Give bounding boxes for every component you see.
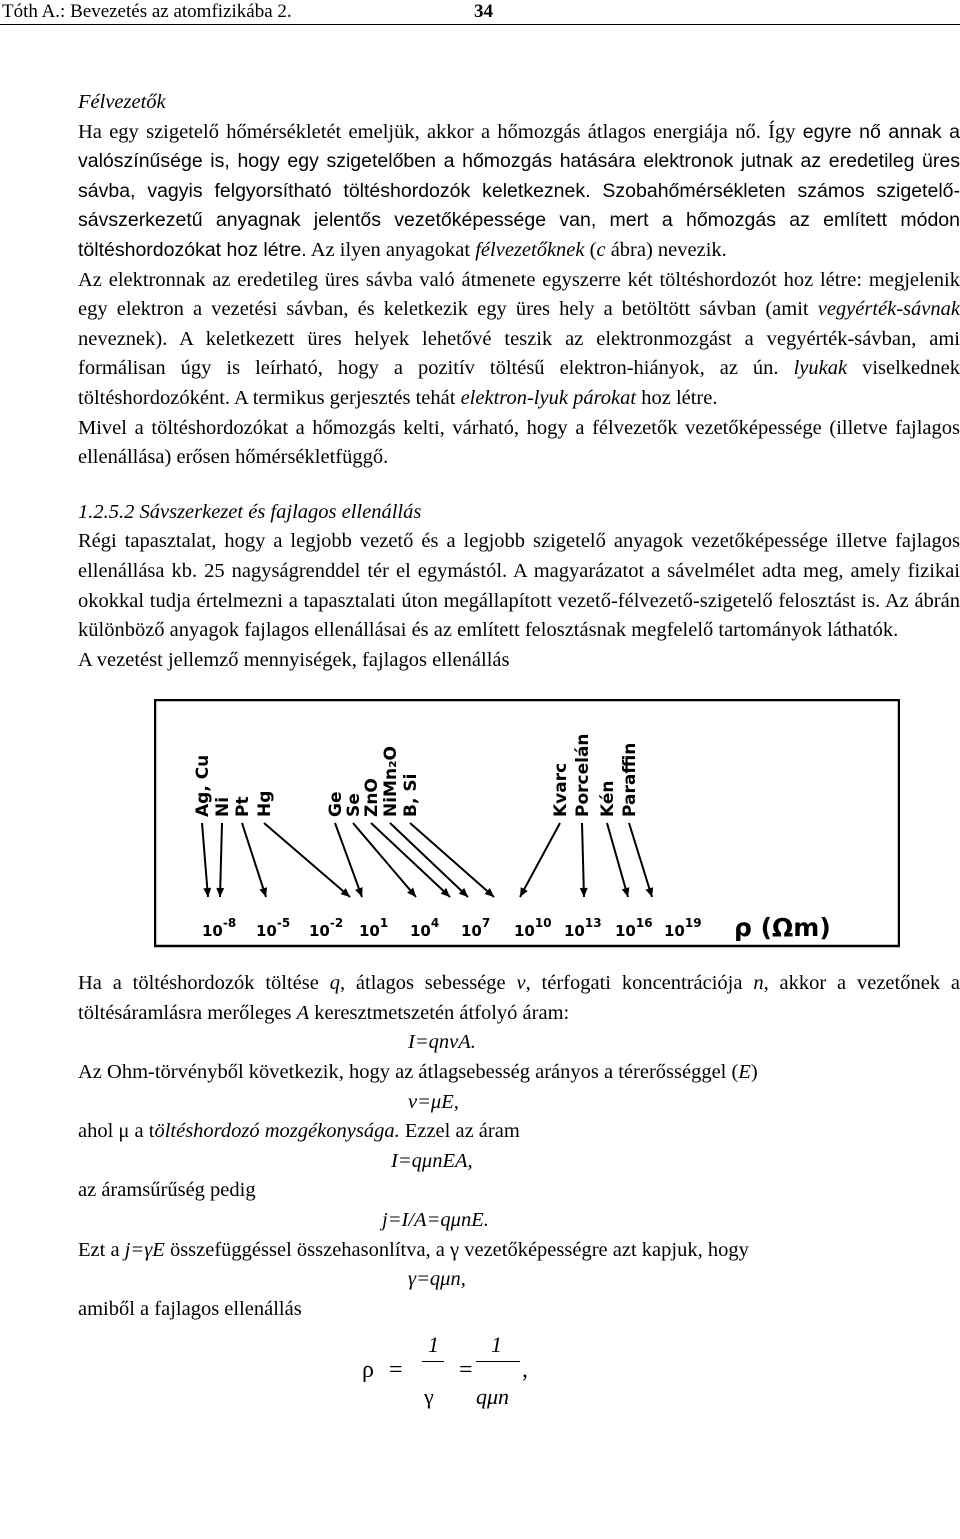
arrow-head (259, 887, 267, 897)
material-label: Kvarc (551, 763, 571, 818)
header-author: Tóth A.: Bevezetés az atomfizikába 2. (2, 1, 292, 22)
figure-tick-labels (202, 916, 702, 940)
var-n: n (753, 972, 764, 995)
paragraph-semiconductors (78, 118, 960, 266)
arrow-head (355, 887, 363, 897)
resistivity-figure-svg (154, 699, 900, 949)
page-header (0, 0, 960, 26)
material-label: Se (344, 793, 364, 818)
p8-b: Ezzel az áram (399, 1120, 520, 1143)
p1-pre: Az ilyen anyagokat (310, 238, 476, 261)
paragraph-band-structure: Régi tapasztalat, hogy a legjobb vezető és a legjobb szigetelő anyagok vezetőképessége illetve fajlagos ellenállása kb. 25 nagyságrenddel tér el egymástól. A magyarázatot a sávelmélet adta meg, amely fizikai okokkal tudja értelmezni a tapasztalati úton megállapított vezető-félvezető-szigetelő felosztást is. Az ábrán különböző anyagok fajlagos ellenállásai és az említett felosztásnak megfelelő tartományok láthatók. (78, 530, 960, 642)
tick-label-1: $10^{-5}$ (256, 916, 291, 941)
page-number: 34 (474, 1, 493, 22)
term-lyukak: lyukak (793, 357, 848, 380)
equation-inline-j: j=γE (124, 1238, 165, 1261)
material-arrow (629, 823, 652, 897)
material-arrow (607, 823, 628, 897)
p1-post: ábra) nevezik. (605, 238, 727, 261)
equation-velocity: v=μE, (408, 1090, 459, 1113)
tick-label-9: $10^{19}$ (664, 916, 702, 941)
eq-comma: , (522, 1357, 528, 1384)
material-label: Paraffin (620, 742, 640, 818)
tick-label-8: $10^{16}$ (615, 916, 653, 941)
figure-arrows (202, 823, 653, 897)
figure-materials (193, 734, 640, 818)
p2-d: hoz létre. (636, 386, 718, 409)
material-arrow (242, 823, 266, 897)
paragraph-conduction-quantities: A vezetést jellemző mennyiségek, fajlagos ellenállás (78, 648, 510, 671)
eq-equals-2: = (459, 1357, 473, 1384)
material-arrow (371, 823, 450, 897)
eq-num-2: 1 (491, 1332, 502, 1358)
tick-label-5: $10^7$ (461, 916, 491, 941)
term-elektron-lyuk-parok: elektron-lyuk párokat (460, 386, 637, 409)
term-mozgekonysag: öltéshordozó mozgékonysága. (154, 1120, 400, 1143)
material-label: NiMn₂O (381, 746, 401, 818)
equation-current: I=qnvA. (408, 1031, 476, 1054)
p7-b: ) (750, 1061, 758, 1084)
eq-equals-1: = (389, 1357, 403, 1384)
paragraph-current (78, 969, 960, 1028)
paragraph-resistivity: amiből a fajlagos ellenállás (78, 1297, 302, 1320)
term-felvezetok: félvezetőknek (475, 238, 585, 261)
material-label: ZnO (362, 778, 382, 818)
section-title: Félvezetők (78, 91, 166, 113)
p10-a: Ezt a (78, 1238, 125, 1261)
arrow-head (580, 888, 588, 897)
material-arrow (353, 823, 416, 897)
paragraph-compare (78, 1236, 960, 1266)
equation-current-density: j=I/A=qμnE. (382, 1209, 489, 1232)
material-label: Hg (255, 790, 275, 818)
p1-mid: ( (584, 238, 597, 261)
resistivity-figure (154, 699, 900, 949)
fraction-bar-2 (476, 1361, 520, 1362)
p2-a: Az elektronnak az eredetileg üres sávba való átmenete egyszerre két töltéshordozót hoz létre: megjelenik egy elektron a vezetési sávban, és keletkezik egy üres hely a betöltött sávban (amit (78, 268, 960, 321)
page-body (78, 88, 960, 1424)
material-arrow (390, 823, 468, 897)
tick-label-3: $10^1$ (359, 916, 389, 941)
eq-den-qmun: qμn (476, 1384, 510, 1410)
p2-b: neveznek). A keletkezett üres helyek lehetővé teszik az elektronmozgást a vegyérték-sávban, ami formálisan úgy is leírható, hogy a pozitív töltésű elektron-hiányok, az ún. (78, 327, 960, 380)
material-label: Ni (213, 797, 233, 818)
p7-a: Az Ohm-törvényből következik, hogy az átlagsebesség arányos a térerősséggel ( (78, 1061, 739, 1084)
arrow-head (203, 888, 211, 897)
equation-current-mobility: I=qμnEA, (391, 1149, 473, 1172)
p6-b: , átlagos sebessége (339, 972, 517, 995)
var-E: E (738, 1061, 751, 1084)
p6-c: , térfogati koncentrációja (525, 972, 754, 995)
figure-frame (155, 700, 899, 946)
paragraph-mobility (78, 1117, 960, 1147)
material-label: Kén (598, 780, 618, 818)
subsection-title: 1.2.5.2 Sávszerkezet és fajlagos ellenállás (78, 500, 422, 523)
term-vegyertek-savnak: vegyérték-sávnak (817, 298, 960, 321)
p6-d: , akkor a vezetőnek a töltésáramlásra merőleges (78, 972, 960, 1024)
equation-resistivity (78, 1324, 960, 1424)
p10-b: összefüggéssel összehasonlítva, a γ vezetőképességre azt kapjuk, hogy (164, 1238, 749, 1261)
eq-num-1: 1 (428, 1332, 439, 1358)
material-label: Porcelán (573, 733, 593, 818)
header-rule (0, 24, 960, 25)
tick-label-4: $10^4$ (410, 916, 440, 941)
material-arrow (335, 823, 362, 897)
fraction-bar-1 (422, 1361, 444, 1362)
tick-label-6: $10^{10}$ (514, 916, 552, 941)
p6-a: Ha a töltéshordozók töltése (78, 972, 330, 995)
arrow-head (216, 888, 224, 897)
material-label: B, Si (401, 773, 421, 818)
eq-den-gamma: γ (424, 1384, 434, 1410)
p1-figure-ref: c (596, 238, 606, 261)
eq-rho: ρ (362, 1357, 374, 1384)
material-label: Ge (326, 791, 346, 818)
var-v: v (516, 972, 526, 995)
material-arrow (520, 823, 560, 897)
material-label: Pt (233, 796, 253, 818)
paragraph-temperature: Mivel a töltéshordozókat a hőmozgás kelti, várható, hogy a félvezetők vezetőképessége (illetve fajlagos ellenállása) erősen hőmérsékletfüggő. (78, 416, 960, 469)
material-label: Ag, Cu (193, 755, 213, 818)
p2-c: viselkednek töltéshordozóként. A termikus gerjesztés tehát (78, 357, 960, 409)
material-arrow (202, 823, 208, 897)
p1-line1: Ha egy szigetelő hőmérsékletét emeljük, akkor a hőmozgás átlagos energiája nő. Így (78, 120, 796, 143)
var-q: q (329, 972, 340, 995)
p8-a: ahol μ a t (78, 1120, 155, 1143)
var-A: A (296, 1001, 310, 1024)
tick-label-2: $10^{-2}$ (309, 916, 344, 941)
p6-e: keresztmetszetén átfolyó áram: (309, 1001, 570, 1024)
material-arrow (410, 823, 494, 897)
tick-label-0: $10^{-8}$ (202, 916, 237, 941)
arrow-head (646, 887, 654, 897)
p1-sans-text: egyre nő annak a valószínűsége is, hogy egy szigetelőben a hőmozgás hatására elektronok jutnak az eredetileg üres sávba, vagyis felgyorsítható töltéshordozók keletkeznek. Szobahőmérsékleten számos szigetelő-sávszerkezetű anyagnak jelentős vezetőképessége van, mert a hőmozgás az említett módon töltéshordozókat hoz létre. (78, 120, 960, 261)
material-arrow (264, 823, 350, 897)
paragraph-current-density: az áramsűrűség pedig (78, 1179, 256, 1202)
material-arrow (220, 823, 222, 897)
equation-conductivity: γ=qμn, (408, 1268, 466, 1291)
paragraph-electron-hole (78, 266, 960, 414)
figure-axis-label: ρ (Ωm) (734, 913, 831, 943)
paragraph-ohm (78, 1058, 960, 1088)
tick-label-7: $10^{13}$ (564, 916, 602, 941)
material-arrow (582, 823, 584, 897)
